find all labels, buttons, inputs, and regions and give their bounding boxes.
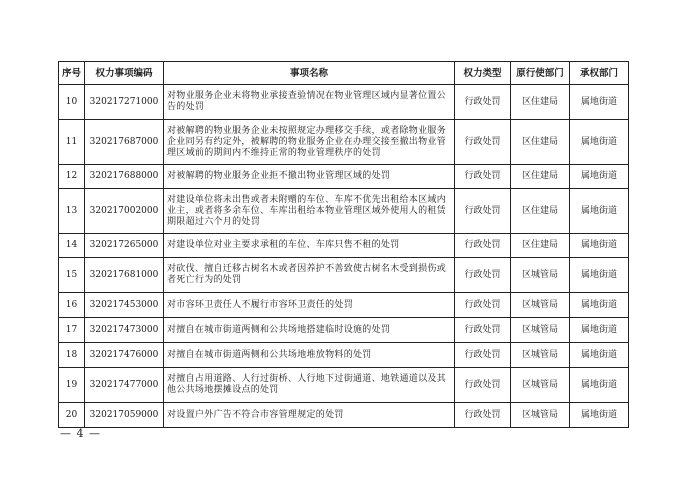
receiving-dept-cell: 属地街道 xyxy=(570,120,629,165)
authority-items-table xyxy=(58,61,629,428)
receiving-dept-cell: 属地街道 xyxy=(570,318,629,343)
table-row xyxy=(59,234,629,258)
code-cell: 320217002000 xyxy=(85,189,164,234)
origin-dept-cell: 区城管局 xyxy=(511,403,570,428)
origin-dept-cell: 区住建局 xyxy=(511,85,570,120)
table-row xyxy=(59,343,629,368)
receiving-dept-cell: 属地街道 xyxy=(570,85,629,120)
power-type-cell: 行政处罚 xyxy=(455,258,511,293)
power-type-cell: 行政处罚 xyxy=(455,368,511,403)
table-row xyxy=(59,85,629,120)
code-cell: 320217059000 xyxy=(85,403,164,428)
item-name-cell: 对设置户外广告不符合市容管理规定的处罚 xyxy=(164,403,455,428)
receiving-dept-cell: 属地街道 xyxy=(570,403,629,428)
table-row xyxy=(59,318,629,343)
receiving-dept-cell: 属地街道 xyxy=(570,343,629,368)
receiving-dept-cell: 属地街道 xyxy=(570,189,629,234)
origin-dept-cell: 区城管局 xyxy=(511,293,570,318)
receiving-dept-cell: 属地街道 xyxy=(570,258,629,293)
table-row xyxy=(59,368,629,403)
origin-dept-cell: 区住建局 xyxy=(511,189,570,234)
serial-cell: 20 xyxy=(59,403,85,428)
power-type-cell: 行政处罚 xyxy=(455,293,511,318)
code-cell: 320217477000 xyxy=(85,368,164,403)
origin-dept-cell: 区城管局 xyxy=(511,258,570,293)
serial-cell: 13 xyxy=(59,189,85,234)
power-type-cell: 行政处罚 xyxy=(455,234,511,258)
power-type-cell: 行政处罚 xyxy=(455,165,511,189)
table-header xyxy=(59,62,629,85)
serial-cell: 18 xyxy=(59,343,85,368)
origin-dept-cell: 区住建局 xyxy=(511,234,570,258)
power-type-cell: 行政处罚 xyxy=(455,318,511,343)
origin-dept-cell: 区城管局 xyxy=(511,368,570,403)
serial-cell: 11 xyxy=(59,120,85,165)
receiving-dept-cell: 属地街道 xyxy=(570,368,629,403)
power-type-cell: 行政处罚 xyxy=(455,85,511,120)
code-cell: 320217687000 xyxy=(85,120,164,165)
item-name-cell: 对物业服务企业未将物业承接查验情况在物业管理区域内显著位置公告的处罚 xyxy=(164,85,455,120)
item-name-cell: 对砍伐、擅自迁移古树名木或者因养护不善致使古树名木受到损伤或者死亡行为的处罚 xyxy=(164,258,455,293)
serial-cell: 17 xyxy=(59,318,85,343)
receiving-dept-cell: 属地街道 xyxy=(570,234,629,258)
page-number: — 4 — xyxy=(60,427,101,440)
item-name-cell: 对建设单位对业主要求承租的车位、车库只售不租的处罚 xyxy=(164,234,455,258)
table-row xyxy=(59,165,629,189)
item-name-cell: 对被解聘的物业服务企业未按照规定办理移交手续，或者除物业服务企业同另有约定外，被解聘的物业服务企业在办理交接至撤出物业管理区域前的期间内不维持正常的物业管理秩序的处罚 xyxy=(164,120,455,165)
table-body xyxy=(59,85,629,428)
serial-cell: 10 xyxy=(59,85,85,120)
header-item-name: 事项名称 xyxy=(164,62,455,85)
serial-cell: 12 xyxy=(59,165,85,189)
power-type-cell: 行政处罚 xyxy=(455,403,511,428)
item-name-cell: 对市容环卫责任人不履行市容环卫责任的处罚 xyxy=(164,293,455,318)
header-receiving-dept: 承权部门 xyxy=(570,62,629,85)
header-code: 权力事项编码 xyxy=(85,62,164,85)
serial-cell: 14 xyxy=(59,234,85,258)
origin-dept-cell: 区住建局 xyxy=(511,120,570,165)
item-name-cell: 对擅自占用道路、人行过街桥、人行地下过街通道、地铁通道以及其他公共场地摆摊设点的处罚 xyxy=(164,368,455,403)
code-cell: 320217476000 xyxy=(85,343,164,368)
origin-dept-cell: 区城管局 xyxy=(511,343,570,368)
serial-cell: 15 xyxy=(59,258,85,293)
header-power-type: 权力类型 xyxy=(455,62,511,85)
table-row xyxy=(59,189,629,234)
item-name-cell: 对建设单位将未出售或者未附赠的车位、车库不优先出租给本区域内业主，或者将多余车位、车库出租给本物业管理区域外使用人的租赁期限超过六个月的处罚 xyxy=(164,189,455,234)
serial-cell: 19 xyxy=(59,368,85,403)
power-type-cell: 行政处罚 xyxy=(455,189,511,234)
item-name-cell: 对擅自在城市街道两侧和公共场地堆放物料的处罚 xyxy=(164,343,455,368)
header-row xyxy=(59,62,629,85)
power-type-cell: 行政处罚 xyxy=(455,120,511,165)
table-row xyxy=(59,120,629,165)
header-serial: 序号 xyxy=(59,62,85,85)
receiving-dept-cell: 属地街道 xyxy=(570,293,629,318)
table-row xyxy=(59,403,629,428)
code-cell: 320217688000 xyxy=(85,165,164,189)
table-row xyxy=(59,293,629,318)
receiving-dept-cell: 属地街道 xyxy=(570,165,629,189)
code-cell: 320217271000 xyxy=(85,85,164,120)
power-type-cell: 行政处罚 xyxy=(455,343,511,368)
code-cell: 320217681000 xyxy=(85,258,164,293)
item-name-cell: 对擅自在城市街道两侧和公共场地搭建临时设施的处罚 xyxy=(164,318,455,343)
item-name-cell: 对被解聘的物业服务企业拒不撤出物业管理区域的处罚 xyxy=(164,165,455,189)
header-origin-dept: 原行使部门 xyxy=(511,62,570,85)
code-cell: 320217473000 xyxy=(85,318,164,343)
serial-cell: 16 xyxy=(59,293,85,318)
table-row xyxy=(59,258,629,293)
origin-dept-cell: 区城管局 xyxy=(511,318,570,343)
code-cell: 320217265000 xyxy=(85,234,164,258)
code-cell: 320217453000 xyxy=(85,293,164,318)
origin-dept-cell: 区住建局 xyxy=(511,165,570,189)
